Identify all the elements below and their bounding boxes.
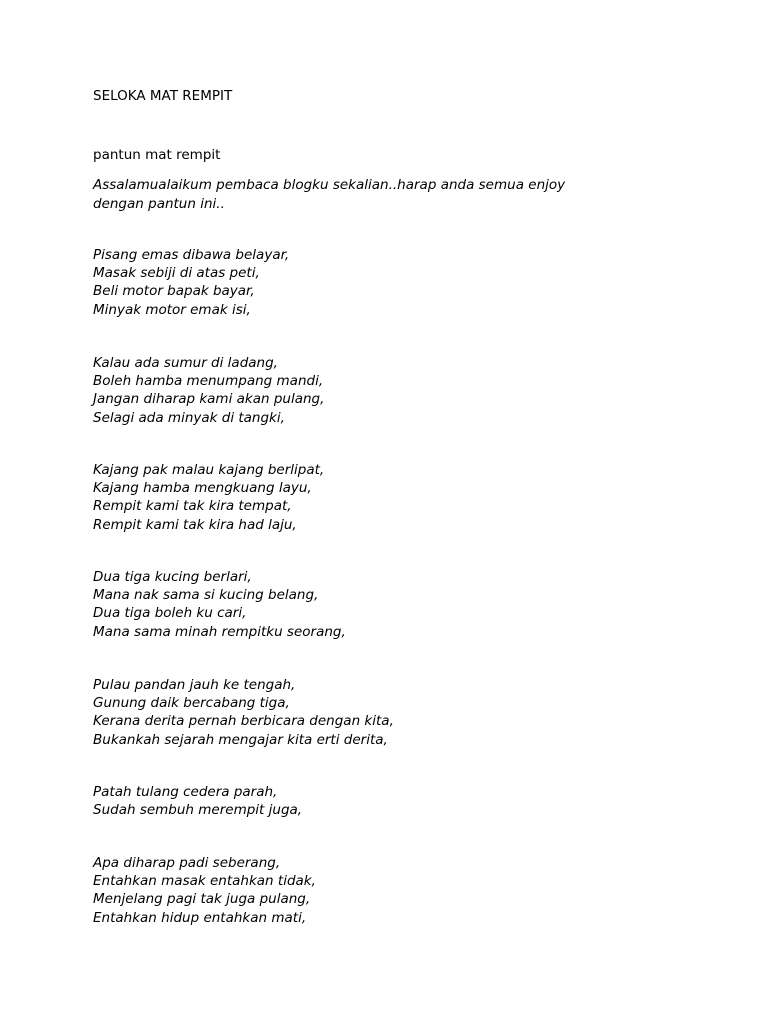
stanza-1	[93, 246, 289, 319]
verse-line: Sudah sembuh merempit juga,	[93, 802, 303, 819]
verse-line: Dua tiga boleh ku cari,	[93, 605, 247, 622]
verse-line: Kajang pak malau kajang berlipat,	[93, 462, 325, 478]
stanza-7	[93, 854, 316, 927]
stanza-2	[93, 354, 324, 427]
verse-line: Boleh hamba menumpang mandi,	[93, 373, 324, 390]
verse-line: Jangan diharap kami akan pulang,	[93, 391, 325, 408]
stanza-3	[93, 461, 324, 534]
intro-line: Assalamualaikum pembaca blogku sekalian..harap anda semua enjoy	[93, 177, 566, 193]
verse-line: Entahkan masak entahkan tidak,	[93, 873, 316, 890]
verse-line: Patah tulang cedera parah,	[93, 784, 278, 800]
verse-line: Kajang hamba mengkuang layu,	[93, 480, 312, 497]
verse-line: Gunung daik bercabang tiga,	[93, 695, 290, 712]
verse-line: Selagi ada minyak di tangki,	[93, 409, 285, 426]
verse-line: Kerana derita pernah berbicara dengan kita,	[93, 713, 394, 730]
verse-line: Mana sama minah rempitku seorang,	[93, 623, 346, 640]
verse-line: Menjelang pagi tak juga pulang,	[93, 891, 311, 908]
verse-line: Dua tiga kucing berlari,	[93, 569, 252, 585]
verse-line: Masak sebiji di atas peti,	[93, 265, 260, 282]
stanza-4	[93, 568, 346, 641]
verse-line: Mana nak sama si kucing belang,	[93, 587, 319, 604]
verse-line: Bukankah sejarah mengajar kita erti derita,	[93, 731, 388, 748]
document-title: SELOKA MAT REMPIT	[93, 88, 233, 104]
stanza-5	[93, 676, 394, 749]
intro-paragraph	[93, 176, 693, 213]
verse-line: Minyak motor emak isi,	[93, 301, 251, 318]
verse-line: Entahkan hidup entahkan mati,	[93, 909, 307, 926]
verse-line: Apa diharap padi seberang,	[93, 855, 281, 871]
stanza-6	[93, 783, 302, 819]
verse-line: Rempit kami tak kira had laju,	[93, 516, 297, 533]
verse-line: Pulau pandan jauh ke tengah,	[93, 677, 296, 693]
intro-line: dengan pantun ini..	[93, 195, 225, 212]
verse-line: Pisang emas dibawa belayar,	[93, 247, 290, 263]
verse-line: Rempit kami tak kira tempat,	[93, 498, 292, 515]
document-subtitle: pantun mat rempit	[93, 147, 221, 163]
verse-line: Beli motor bapak bayar,	[93, 283, 255, 300]
verse-line: Kalau ada sumur di ladang,	[93, 355, 278, 371]
